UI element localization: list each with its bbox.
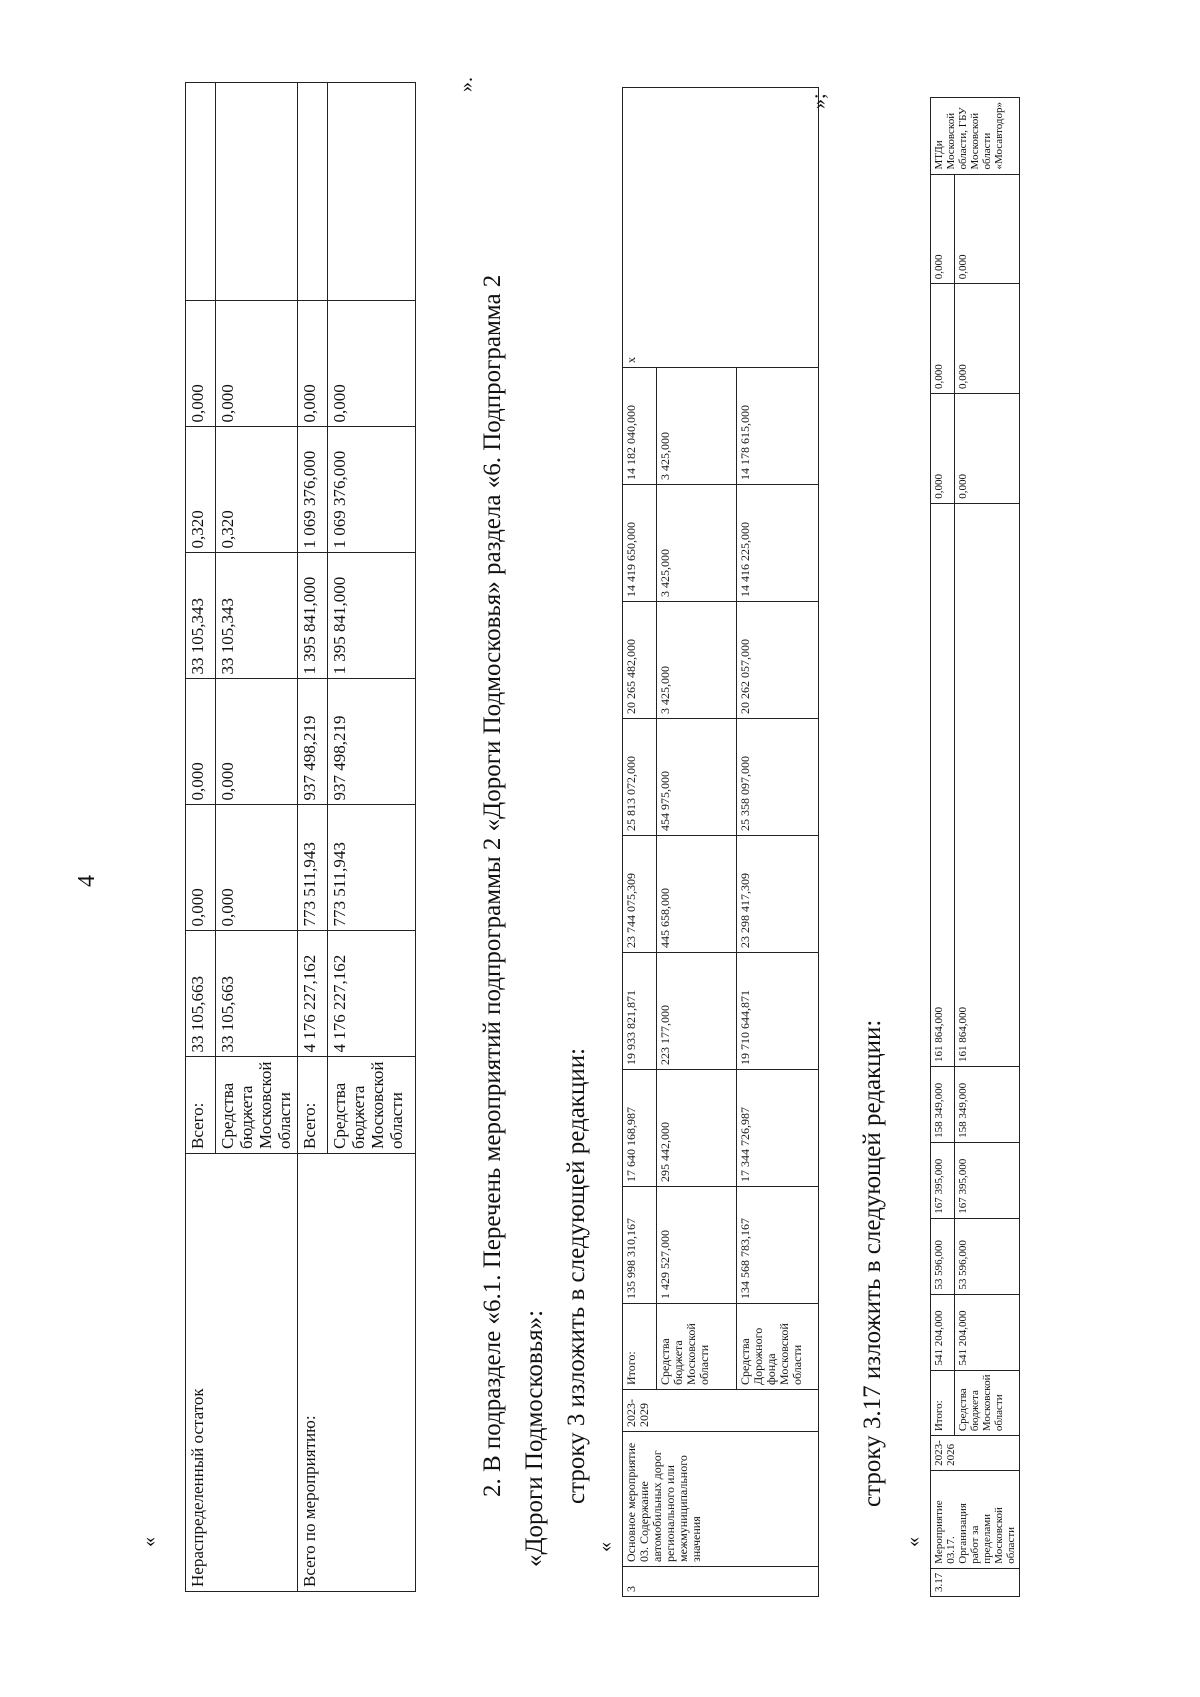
row-period: 2023-2026 xyxy=(931,1436,1020,1471)
value-cell: 0,000 xyxy=(955,284,1020,394)
value-cell: 0,320 xyxy=(186,427,216,553)
row-period: 2023-2029 xyxy=(623,1390,819,1432)
value-cell: 167 395,000 xyxy=(931,1142,955,1218)
value-cell: 1 395 841,000 xyxy=(328,553,416,679)
paragraph-row-3: строку 3 изложить в следующей редакции: xyxy=(563,1047,590,1504)
page-number: 4 xyxy=(74,875,100,887)
value-cell: 4 176 227,162 xyxy=(298,931,328,1057)
empty-cell xyxy=(298,83,328,301)
value-cell: 1 069 376,000 xyxy=(328,427,416,553)
table-row-3 xyxy=(622,87,819,1597)
source-cell: Итого: xyxy=(623,1304,657,1390)
row-number: 3 xyxy=(623,1567,819,1597)
value-cell: 19 710 644,871 xyxy=(737,953,819,1070)
value-cell: 14 416 225,000 xyxy=(737,485,819,602)
value-cell: 33 105,343 xyxy=(216,553,298,679)
value-cell: 0,000 xyxy=(955,174,1020,284)
value-cell: 1 429 527,000 xyxy=(657,1187,737,1304)
value-cell: 33 105,663 xyxy=(186,931,216,1057)
value-cell: 25 813 072,000 xyxy=(623,719,657,836)
value-cell: 541 204,000 xyxy=(931,1294,955,1370)
table-row xyxy=(931,98,955,1597)
table-row xyxy=(955,98,1020,1597)
row-name: Мероприятие 03.17. Организация работ за пределами Московской области xyxy=(931,1470,1020,1568)
value-cell: 773 511,943 xyxy=(328,805,416,931)
value-cell: 14 419 650,000 xyxy=(623,485,657,602)
source-cell: Средства бюджета Московской области xyxy=(216,1057,298,1154)
value-cell: 0,000 xyxy=(186,679,216,805)
paragraph-2-line-2: «Дороги Подмосковья»: xyxy=(521,1309,548,1567)
value-cell: 23 298 417,309 xyxy=(737,836,819,953)
source-cell: Средства бюджета Московской области xyxy=(955,1370,1020,1436)
value-cell: 0,000 xyxy=(216,301,298,427)
row-number: 3.17 xyxy=(931,1568,1020,1596)
quote-open: « xyxy=(138,1537,160,1547)
value-cell: 0,000 xyxy=(186,301,216,427)
value-cell: 158 349,000 xyxy=(931,1066,955,1142)
quote-close-semicolon: »; xyxy=(808,93,830,109)
value-cell: 4 176 227,162 xyxy=(328,931,416,1057)
value-cell: 3 425,000 xyxy=(657,368,737,485)
table-row-3-17 xyxy=(930,97,1020,1597)
value-cell: 454 975,000 xyxy=(657,719,737,836)
paragraph-row-3-17: строку 3.17 изложить в следующей редакции: xyxy=(859,1019,886,1507)
source-cell: Средства бюджета Московской области xyxy=(657,1304,737,1390)
source-cell: Средства Дорожного фонда Московской области xyxy=(737,1304,819,1390)
empty-cell xyxy=(216,83,298,301)
value-cell: 33 105,343 xyxy=(186,553,216,679)
value-cell: 0,000 xyxy=(298,301,328,427)
quote-close-dot: ». xyxy=(455,77,477,92)
value-cell: 20 265 482,000 xyxy=(623,602,657,719)
value-cell: 0,000 xyxy=(328,301,416,427)
value-cell: 0,320 xyxy=(216,427,298,553)
quote-open: « xyxy=(594,1542,616,1552)
value-cell: 0,000 xyxy=(931,284,955,394)
value-cell: 25 358 097,000 xyxy=(737,719,819,836)
value-cell: 19 933 821,871 xyxy=(623,953,657,1070)
value-cell: 14 182 040,000 xyxy=(623,368,657,485)
row-label: Всего по мероприятию: xyxy=(298,1154,416,1592)
value-cell: 1 069 376,000 xyxy=(298,427,328,553)
value-cell: 0,000 xyxy=(216,805,298,931)
value-cell: 0,000 xyxy=(931,394,955,504)
table-row xyxy=(298,83,328,1592)
value-cell: 14 178 615,000 xyxy=(737,368,819,485)
value-cell: 33 105,663 xyxy=(216,931,298,1057)
source-cell: Итого: xyxy=(931,1370,955,1436)
value-cell: 161 864,000 xyxy=(931,503,955,1066)
value-cell: 167 395,000 xyxy=(955,1142,1020,1218)
value-cell: 53 596,000 xyxy=(931,1218,955,1294)
value-cell: 134 568 783,167 xyxy=(737,1187,819,1304)
table-funding-remainder xyxy=(185,82,416,1592)
value-cell: 541 204,000 xyxy=(955,1294,1020,1370)
value-cell: 158 349,000 xyxy=(955,1066,1020,1142)
value-cell: 445 658,000 xyxy=(657,836,737,953)
source-cell: Всего: xyxy=(186,1057,216,1154)
paragraph-2-line-1: 2. В подразделе «6.1. Перечень мероприятий подпрограммы 2 «Дороги Подмосковья» раздела «6. Подпрограмма 2 xyxy=(479,274,506,1497)
source-cell: Всего: xyxy=(298,1057,328,1154)
value-cell: 937 498,219 xyxy=(328,679,416,805)
value-cell: 53 596,000 xyxy=(955,1218,1020,1294)
table-row xyxy=(623,88,657,1597)
row-mark: x xyxy=(623,88,819,368)
value-cell: 20 262 057,000 xyxy=(737,602,819,719)
row-label: Нераспределенный остаток xyxy=(186,1154,298,1592)
value-cell: 295 442,000 xyxy=(657,1070,737,1187)
value-cell: 0,000 xyxy=(186,805,216,931)
value-cell: 1 395 841,000 xyxy=(298,553,328,679)
value-cell: 223 177,000 xyxy=(657,953,737,1070)
value-cell: 3 425,000 xyxy=(657,602,737,719)
row-name: Основное мероприятие 03. Содержание автомобильных дорог регионального или межмуниципального значения xyxy=(623,1432,819,1567)
source-cell: Средства бюджета Московской области xyxy=(328,1057,416,1154)
value-cell: 135 998 310,167 xyxy=(623,1187,657,1304)
empty-cell xyxy=(186,83,216,301)
row-responsible: МТДи Московской области, ГБУ Московской области «Мосавтодор» xyxy=(931,98,1020,175)
value-cell: 937 498,219 xyxy=(298,679,328,805)
value-cell: 17 640 168,987 xyxy=(623,1070,657,1187)
quote-open: « xyxy=(902,1537,924,1547)
value-cell: 0,000 xyxy=(955,394,1020,504)
value-cell: 0,000 xyxy=(216,679,298,805)
value-cell: 23 744 075,309 xyxy=(623,836,657,953)
value-cell: 0,000 xyxy=(931,174,955,284)
value-cell: 17 344 726,987 xyxy=(737,1070,819,1187)
value-cell: 3 425,000 xyxy=(657,485,737,602)
empty-cell xyxy=(328,83,416,301)
value-cell: 161 864,000 xyxy=(955,503,1020,1066)
table-row xyxy=(186,83,216,1592)
value-cell: 773 511,943 xyxy=(298,805,328,931)
